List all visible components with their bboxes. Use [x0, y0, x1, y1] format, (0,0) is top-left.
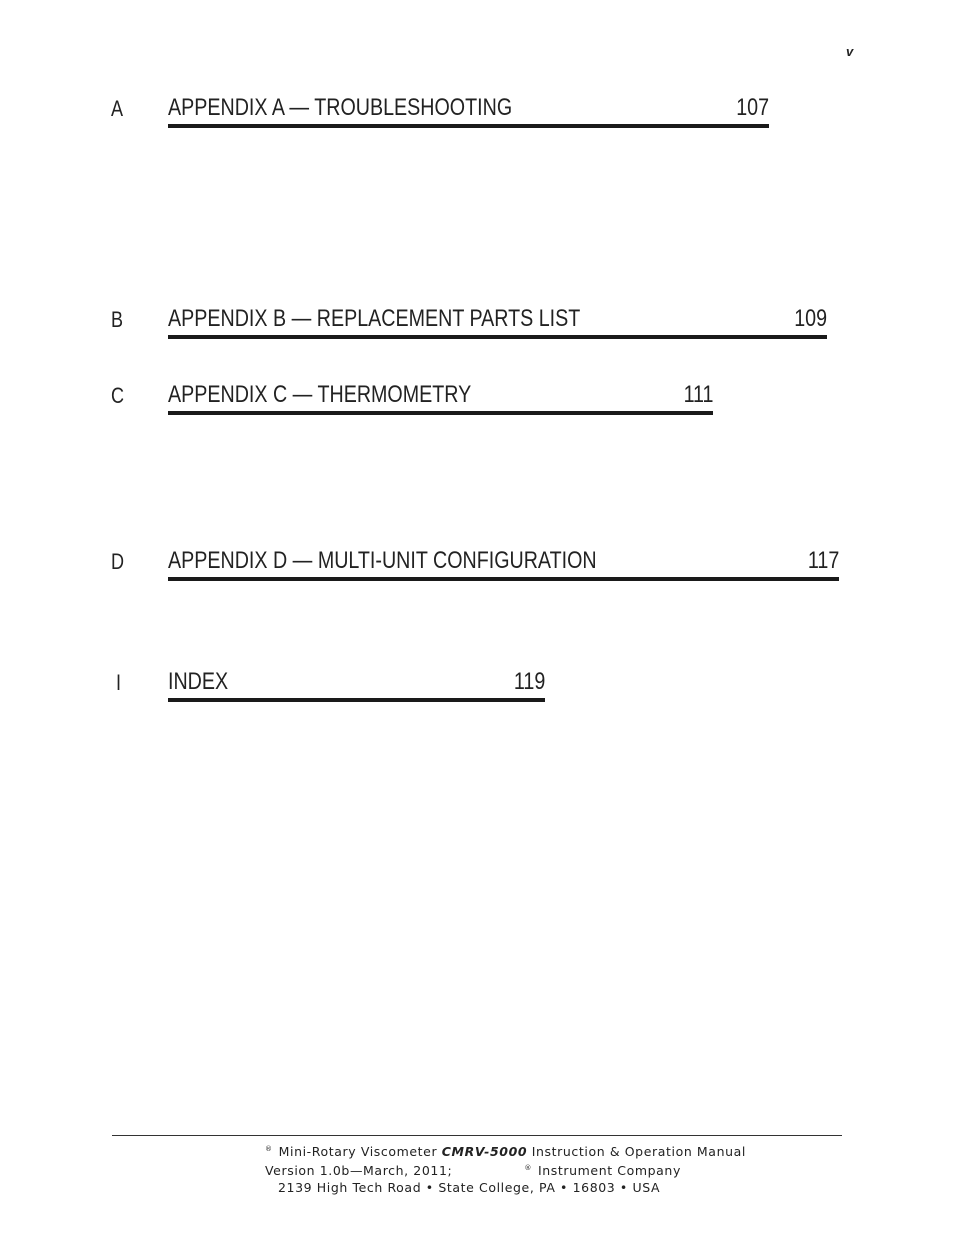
footer-version: Version 1.0b—March, 2011;: [265, 1163, 453, 1179]
toc-letter: D: [111, 549, 125, 574]
footer: [265, 1141, 785, 1196]
footer-line-1: [265, 1141, 785, 1160]
toc-letter: I: [116, 670, 122, 695]
toc-title: APPENDIX B — REPLACEMENT PARTS LIST: [168, 305, 581, 332]
toc-page-number: 109: [794, 305, 827, 332]
footer-line-2: [265, 1160, 785, 1179]
toc-title: APPENDIX A — TROUBLESHOOTING: [168, 94, 513, 121]
toc-entry-appendix-d[interactable]: [0, 547, 954, 587]
toc-title: INDEX: [168, 668, 229, 695]
toc-title: APPENDIX D — MULTI-UNIT CONFIGURATION: [168, 547, 597, 574]
footer-address: 2139 High Tech Road • State College, PA • 16803 • USA: [278, 1180, 661, 1196]
footer-company: Instrument Company: [537, 1163, 681, 1179]
toc-rule: [168, 547, 839, 581]
footer-model-name: CMRV-5000: [441, 1144, 528, 1160]
toc-entry-index[interactable]: [0, 668, 954, 708]
toc-rule: [168, 668, 545, 702]
toc-page-number: 117: [807, 547, 839, 574]
toc-page-number: 119: [513, 668, 545, 695]
footer-divider: [112, 1135, 842, 1136]
toc-letter: A: [111, 96, 124, 121]
registered-mark: ®: [265, 1145, 273, 1153]
toc-letter: C: [111, 383, 125, 408]
registered-mark: ®: [524, 1164, 532, 1173]
page-number: v: [846, 44, 854, 59]
footer-product-name: Mini-Rotary Viscometer: [278, 1144, 438, 1160]
toc-entry-appendix-b[interactable]: [0, 305, 954, 345]
toc-entry-appendix-c[interactable]: [0, 381, 954, 421]
toc-entry-appendix-a[interactable]: [0, 94, 954, 134]
toc-title: APPENDIX C — THERMOMETRY: [168, 381, 472, 408]
toc-page-number: 107: [736, 94, 769, 121]
toc-rule: [168, 305, 827, 339]
toc-rule: [168, 94, 769, 128]
footer-manual-title: Instruction & Operation Manual: [531, 1144, 746, 1160]
toc-letter: B: [111, 307, 124, 332]
toc-rule: [168, 381, 713, 415]
toc-page-number: 111: [683, 381, 713, 408]
